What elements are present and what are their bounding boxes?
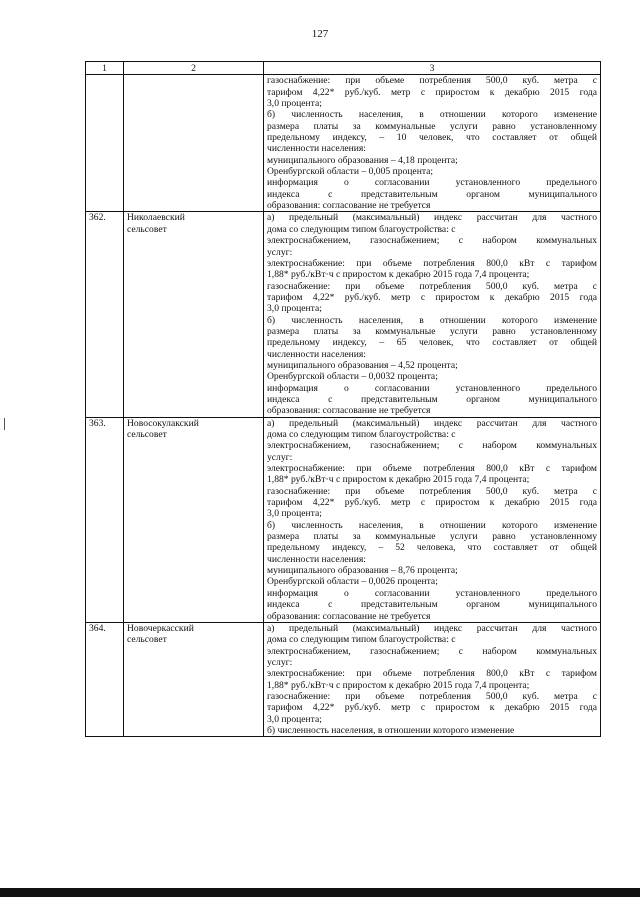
municipality-name-line: Новосокулакский bbox=[127, 417, 199, 429]
text-line: б) численность населения, в отношении которого изменение bbox=[267, 109, 597, 121]
text-line: дома со следующим типом благоустройства: с bbox=[267, 429, 456, 440]
text-line: электроснабжение: при объеме потребления 800,0 кВт с тарифом bbox=[267, 463, 597, 475]
municipality-name-line: Новочеркасский bbox=[127, 622, 194, 634]
table-row bbox=[86, 622, 601, 736]
text-line: численности населения: bbox=[267, 553, 366, 565]
text-line: образования: согласование не требуется bbox=[267, 610, 431, 622]
index-description bbox=[264, 75, 601, 212]
text-line: предельному индексу, – 52 человека, что составляет от общей bbox=[267, 542, 597, 554]
row-number: 363. bbox=[86, 417, 124, 622]
municipality-name-line: сельсовет bbox=[127, 223, 167, 235]
text-line: 3,0 процента; bbox=[267, 508, 322, 520]
row-number bbox=[86, 75, 124, 212]
text-line: размера платы за коммунальные услуги равно установленному bbox=[267, 120, 597, 132]
text-line: муниципального образования – 4,18 процента; bbox=[267, 154, 458, 166]
table-body bbox=[86, 75, 601, 737]
text-line: б) численность населения, в отношении которого изменение bbox=[267, 724, 515, 736]
text-line: 1,88* руб./кВт·ч с приростом к декабрю 2015 года 7,4 процента; bbox=[267, 679, 530, 691]
page-number: 127 bbox=[311, 28, 329, 40]
municipality-name bbox=[124, 417, 264, 622]
text-line: информация о согласовании установленного предельного bbox=[267, 587, 597, 599]
text-line: услуг: bbox=[267, 656, 293, 668]
text-line: численности населения: bbox=[267, 143, 366, 155]
text-line: б) численность населения, в отношении которого изменение bbox=[267, 314, 597, 326]
text-line: тарифом 4,22* руб./куб. метр с приростом к декабрю 2015 года bbox=[267, 291, 597, 303]
municipality-name bbox=[124, 212, 264, 417]
margin-mark bbox=[4, 418, 5, 430]
text-line: индекса с представительным органом муниципального bbox=[267, 599, 597, 611]
text-line: 3,0 процента; bbox=[267, 98, 322, 110]
text-line: индекса с представительным органом муниципального bbox=[267, 188, 597, 200]
text-line: размера платы за коммунальные услуги равно установленному bbox=[267, 325, 597, 337]
text-line: образования: согласование не требуется bbox=[267, 405, 431, 417]
text-line: 1,88* руб./кВт·ч с приростом к декабрю 2015 года 7,4 процента; bbox=[267, 474, 530, 486]
text-line: а) предельный (максимальный) индекс рассчитан для частного bbox=[267, 622, 597, 634]
text-line: численности населения: bbox=[267, 348, 366, 360]
text-line: образования: согласование не требуется bbox=[267, 200, 431, 212]
index-description bbox=[264, 417, 601, 622]
text-line: тарифом 4,22* руб./куб. метр с приростом к декабрю 2015 года bbox=[267, 86, 597, 98]
text-line: б) численность населения, в отношении которого изменение bbox=[267, 519, 597, 531]
text-line: Оренбургской области – 0,0032 процента; bbox=[267, 371, 438, 383]
text-line: Оренбургской области – 0,005 процента; bbox=[267, 166, 434, 178]
table-header-row bbox=[86, 62, 601, 75]
document-table bbox=[85, 61, 601, 737]
text-line: услуг: bbox=[267, 451, 293, 463]
text-line: тарифом 4,22* руб./куб. метр с приростом к декабрю 2015 года bbox=[267, 497, 597, 509]
text-line: 3,0 процента; bbox=[267, 303, 322, 315]
text-line: информация о согласовании установленного предельного bbox=[267, 382, 597, 394]
text-line: газоснабжение: при объеме потребления 500,0 куб. метра с bbox=[267, 280, 597, 292]
text-line: газоснабжение: при объеме потребления 500,0 куб. метра с bbox=[267, 690, 597, 702]
text-line: 3,0 процента; bbox=[267, 713, 322, 725]
text-line: электроснабжение: при объеме потребления 800,0 кВт с тарифом bbox=[267, 668, 597, 680]
text-line: дома со следующим типом благоустройства: с bbox=[267, 634, 456, 646]
text-line: информация о согласовании установленного предельного bbox=[267, 177, 597, 189]
column-header: 1 bbox=[86, 62, 124, 75]
index-description bbox=[264, 212, 601, 417]
text-line: 1,88* руб./кВт·ч с приростом к декабрю 2015 года 7,4 процента; bbox=[267, 269, 530, 281]
table-row bbox=[86, 75, 601, 212]
text-line: электроснабжением, газоснабжением; с набором коммунальных bbox=[267, 235, 597, 247]
text-line: предельному индексу, – 65 человек, что составляет от общей bbox=[267, 337, 597, 349]
municipality-name-line: сельсовет bbox=[127, 634, 167, 646]
text-line: газоснабжение: при объеме потребления 500,0 куб. метра с bbox=[267, 75, 597, 87]
table-row bbox=[86, 417, 601, 622]
column-header: 3 bbox=[264, 62, 601, 75]
text-line: электроснабжением, газоснабжением; с набором коммунальных bbox=[267, 440, 597, 452]
index-description bbox=[264, 622, 601, 736]
text-line: муниципального образования – 4,52 процента; bbox=[267, 359, 458, 371]
text-line: газоснабжение: при объеме потребления 500,0 куб. метра с bbox=[267, 485, 597, 497]
municipality-name bbox=[124, 622, 264, 736]
row-number: 362. bbox=[86, 212, 124, 417]
text-line: муниципального образования – 8,76 процента; bbox=[267, 565, 458, 577]
text-line: предельному индексу, – 10 человек, что составляет от общей bbox=[267, 132, 597, 144]
municipality-name-line: Николаевский bbox=[127, 212, 185, 224]
bottom-rule bbox=[0, 888, 640, 897]
text-line: Оренбургской области – 0,0026 процента; bbox=[267, 576, 438, 588]
text-line: электроснабжение: при объеме потребления 800,0 кВт с тарифом bbox=[267, 257, 597, 269]
text-line: дома со следующим типом благоустройства: с bbox=[267, 223, 456, 235]
text-line: тарифом 4,22* руб./куб. метр с приростом к декабрю 2015 года bbox=[267, 702, 597, 714]
municipality-name-line: сельсовет bbox=[127, 429, 167, 440]
text-line: индекса с представительным органом муниципального bbox=[267, 393, 597, 405]
text-line: услуг: bbox=[267, 246, 293, 258]
column-header: 2 bbox=[124, 62, 264, 75]
text-line: электроснабжением, газоснабжением; с набором коммунальных bbox=[267, 645, 597, 657]
text-line: а) предельный (максимальный) индекс рассчитан для частного bbox=[267, 212, 597, 224]
municipality-name bbox=[124, 75, 264, 212]
text-line: а) предельный (максимальный) индекс рассчитан для частного bbox=[267, 417, 597, 429]
row-number: 364. bbox=[86, 622, 124, 736]
table-row bbox=[86, 212, 601, 417]
text-line: размера платы за коммунальные услуги равно установленному bbox=[267, 531, 597, 543]
